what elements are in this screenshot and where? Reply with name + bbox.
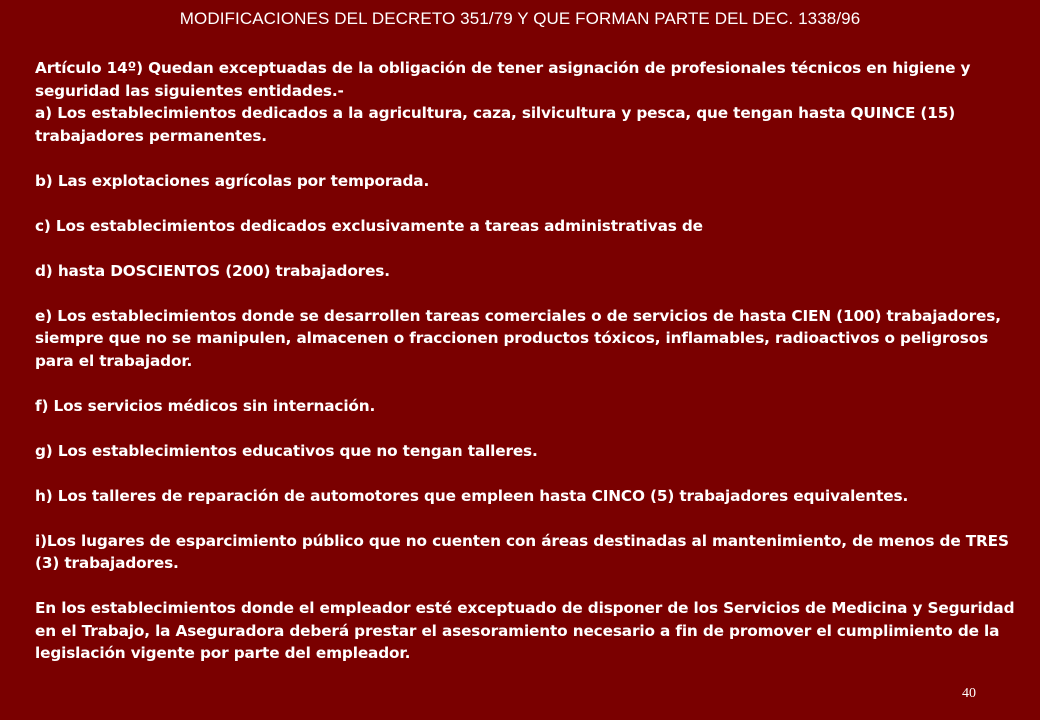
list-item-f: f) Los servicios médicos sin internación.	[35, 396, 376, 415]
slide-title: MODIFICACIONES DEL DECRETO 351/79 Y QUE FORMAN PARTE DEL DEC. 1338/96	[179, 9, 861, 28]
list-item-c: c) Los establecimientos dedicados exclusivamente a tareas administrativas de	[35, 216, 703, 235]
list-item-d: d) hasta DOSCIENTOS (200) trabajadores.	[35, 261, 390, 280]
article-body	[35, 57, 1025, 665]
list-item-b: b) Las explotaciones agrícolas por temporada.	[35, 171, 430, 190]
list-item-a: a) Los establecimientos dedicados a la agricultura, caza, silvicultura y pesca, que tengan hasta QUINCE (15) trabajadores permanentes.	[35, 104, 956, 145]
article-intro: Artículo 14º) Quedan exceptuadas de la obligación de tener asignación de profesionales técnicos en higiene y seguridad las siguientes entidades.-	[35, 59, 971, 100]
closing-paragraph: En los establecimientos donde el empleador esté exceptuado de disponer de los Servicios de Medicina y Seguridad en el Trabajo, la Aseguradora deberá prestar el asesoramiento necesario a fin de promover el cumplimiento de la legislación vigente por parte del empleador.	[35, 599, 1015, 662]
page-number: 40	[962, 686, 976, 701]
list-item-i: i)Los lugares de esparcimiento público que no cuenten con áreas destinadas al mantenimiento, de menos de TRES (3) trabajadores.	[35, 531, 1009, 572]
list-item-e: e) Los establecimientos donde se desarrollen tareas comerciales o de servicios de hasta CIEN (100) trabajadores, siempre que no se manipulen, almacenen o fraccionen productos tóxicos, inflamables, radioactivos o peligrosos para el trabajador.	[35, 306, 1001, 370]
list-item-g: g) Los establecimientos educativos que no tengan talleres.	[35, 441, 538, 460]
list-item-h: h) Los talleres de reparación de automotores que empleen hasta CINCO (5) trabajadores equivalentes.	[35, 486, 909, 505]
